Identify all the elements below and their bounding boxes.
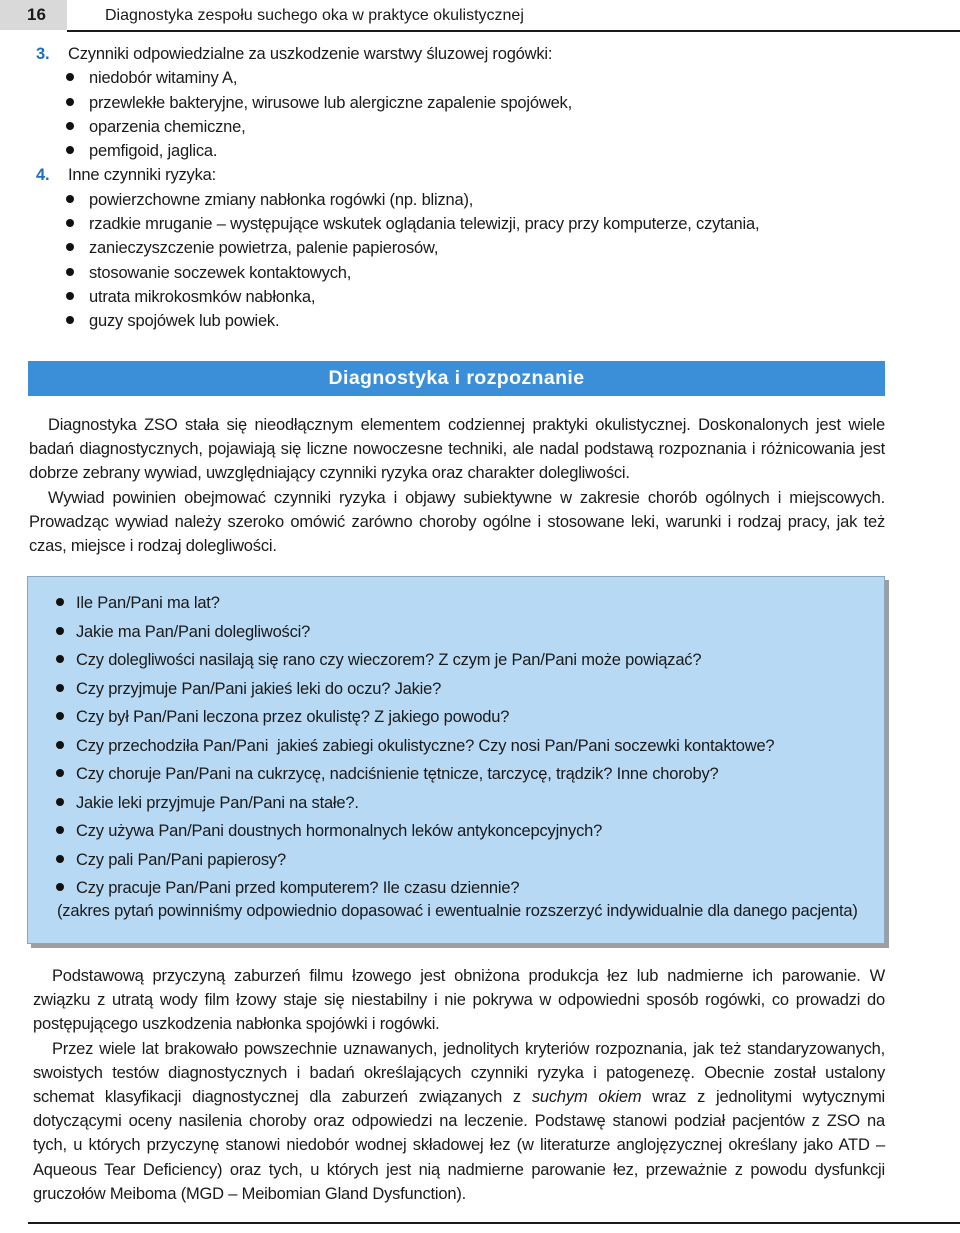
bullet-icon xyxy=(56,798,64,806)
list-item-text: zanieczyszczenie powietrza, palenie papierosów, xyxy=(89,239,439,258)
list-item xyxy=(30,236,930,260)
list-item-text: powierzchowne zmiany nabłonka rogówki (np. blizna), xyxy=(89,190,474,209)
risk-factors-list xyxy=(30,42,930,334)
list-item-text: stosowanie soczewek kontaktowych, xyxy=(89,263,352,282)
bullet-icon xyxy=(56,883,64,891)
question-text: Jakie leki przyjmuje Pan/Pani na stałe?. xyxy=(76,793,359,812)
bullet-icon xyxy=(56,684,64,692)
list-item-text: rzadkie mruganie – występujące wskutek oglądania telewizji, pracy przy komputerze, czytania, xyxy=(89,215,760,234)
bullet-icon xyxy=(56,627,64,635)
question-text: Czy dolegliwości nasilają się rano czy wieczorem? Z czym je Pan/Pani może powiązać? xyxy=(76,651,702,669)
list-item xyxy=(56,789,774,818)
question-text: Czy pracuje Pan/Pani przed komputerem? Ile czasu dziennie? xyxy=(76,879,520,897)
list-item xyxy=(30,285,930,309)
interview-questions-box xyxy=(27,576,885,944)
intro-paragraph-1: Diagnostyka ZSO stała się nieodłącznym elementem codziennej praktyki okulistycznej. Doskonalonych jest wiele badań diagnostycznych, pojawiają się liczne nowoczesne techniki, ale nadal podstawą rozpoznania i różnicowania jest dobrze zebrany wywiad, uwzględniający czynniki ryzyka oraz charakter dolegliwości. xyxy=(29,416,885,483)
question-text: Czy był Pan/Pani leczona przez okulistę? Z jakiego powodu? xyxy=(76,708,510,726)
section-3-heading xyxy=(30,42,930,66)
intro-paragraph-2: Wywiad powinien obejmować czynniki ryzyka i objawy subiektywne w zakresie chorób ogólnych i miejscowych. Prowadząc wywiad należy szeroko omówić zarówno choroby ogólne i stosowane leki, warunki i rodzaj pracy, jak też czas, miejsce i rodzaj dolegliwości. xyxy=(29,488,885,556)
section-4-heading xyxy=(30,163,930,187)
list-item xyxy=(56,703,774,732)
question-text: Czy pali Pan/Pani papierosy? xyxy=(76,850,286,869)
bullet-icon xyxy=(66,122,74,130)
closing-paragraph-2-emphasis: suchym okiem xyxy=(531,1088,642,1107)
list-item xyxy=(56,760,774,789)
bullet-icon xyxy=(56,855,64,863)
section-4-title: Inne czynniki ryzyka: xyxy=(68,166,217,185)
question-list xyxy=(56,589,774,903)
list-item xyxy=(56,846,774,875)
list-item-text: przewlekłe bakteryjne, wirusowe lub alergiczne zapalenie spojówek, xyxy=(89,93,572,112)
bullet-icon xyxy=(56,769,64,777)
list-item-text: oparzenia chemiczne, xyxy=(89,117,246,136)
bullet-icon xyxy=(66,195,74,203)
question-text: Czy przyjmuje Pan/Pani jakieś leki do oczu? Jakie? xyxy=(76,679,442,698)
footer-rule xyxy=(28,1222,960,1224)
page-number: 16 xyxy=(0,0,67,30)
list-item xyxy=(30,66,930,90)
list-item xyxy=(30,139,930,163)
list-item xyxy=(56,874,774,903)
bullet-icon xyxy=(56,655,64,663)
list-item-text: utrata mikrokosmków nabłonka, xyxy=(89,287,316,306)
list-item xyxy=(30,309,930,333)
section-heading-banner: Diagnostyka i rozpoznanie xyxy=(28,361,885,396)
list-item xyxy=(30,212,930,236)
closing-paragraph-2 xyxy=(33,1037,885,1206)
header-rule xyxy=(67,30,960,32)
list-item xyxy=(56,675,774,704)
list-item-text: pemfigoid, jaglica. xyxy=(89,142,218,161)
list-item xyxy=(56,618,774,647)
closing-paragraph-1: Podstawową przyczyną zaburzeń filmu łzowego jest obniżona produkcja łez lub nadmierne ich parowanie. W związku z utratą wody film łzowy staje się niestabilny i nie pokrywa w odpowiedni sposób rogówki, co prowadzi do postępującego uszkodzenia nabłonka spojówki i rogówki. xyxy=(33,967,885,1034)
bullet-icon xyxy=(66,98,74,106)
list-item-text: niedobór witaminy A, xyxy=(89,69,238,88)
section-3-number: 3. xyxy=(36,45,50,63)
question-text: Czy choruje Pan/Pani na cukrzycę, nadciśnienie tętnicze, tarczycę, trądzik? Inne choroby? xyxy=(76,765,719,783)
bullet-icon xyxy=(66,292,74,300)
section-3-title: Czynniki odpowiedzialne za uszkodzenie warstwy śluzowej rogówki: xyxy=(68,45,553,63)
running-title: Diagnostyka zespołu suchego oka w praktyce okulistycznej xyxy=(105,7,524,24)
closing-paragraph-2-part-2: wraz z jednolitymi wytycznymi dotyczącymi oceny nasilenia choroby oraz odpowiedzi na leczenie. Podstawę stanowi podział pacjentów z ZSO na tych, u których przyczynę stanowi niedobór wodnej składowej łez (w literaturze anglojęzycznej określany jako ATD – Aqueous Tear Deficiency) oraz tych, u których jest nią nadmierne parowanie łez, przeważnie z powodu dysfunkcji gruczołów Meiboma (MGD – Meibomian Gland Dysfunction). xyxy=(33,1088,886,1203)
bullet-icon xyxy=(56,598,64,606)
list-item xyxy=(30,188,930,212)
bullet-icon xyxy=(66,146,74,154)
bullet-icon xyxy=(66,219,74,227)
intro-text xyxy=(29,413,885,558)
section-4-number: 4. xyxy=(36,166,50,185)
closing-paragraph-2-part-1: Przez wiele lat brakowało powszechnie uznawanych, jednolitych kryteriów rozpoznania, jak też standaryzowanych, swoistych testów diagnostycznych i badań określających czynniki ryzyka i patogenezę. Obecnie został ustalony schemat klasyfikacji diagnostycznej dla zaburzeń związanych z xyxy=(33,1039,885,1107)
closing-text xyxy=(33,964,885,1206)
bullet-icon xyxy=(56,826,64,834)
list-item xyxy=(56,817,774,846)
question-text: Czy przechodziła Pan/Pani jakieś zabiegi okulistyczne? Czy nosi Pan/Pani soczewki kontaktowe? xyxy=(76,736,775,755)
list-item xyxy=(30,261,930,285)
bullet-icon xyxy=(56,741,64,749)
question-text: Czy używa Pan/Pani doustnych hormonalnych leków antykoncepcyjnych? xyxy=(76,822,603,840)
list-item xyxy=(56,732,774,761)
questions-note: (zakres pytań powinniśmy odpowiednio dopasować i ewentualnie rozszerzyć indywidualnie dla danego pacjenta) xyxy=(57,902,858,920)
list-item xyxy=(56,589,774,618)
bullet-icon xyxy=(66,73,74,81)
list-item-text: guzy spojówek lub powiek. xyxy=(89,312,280,331)
question-text: Jakie ma Pan/Pani dolegliwości? xyxy=(76,622,311,641)
bullet-icon xyxy=(66,243,74,251)
bullet-icon xyxy=(66,268,74,276)
list-item xyxy=(56,646,774,675)
question-text: Ile Pan/Pani ma lat? xyxy=(76,594,220,612)
bullet-icon xyxy=(66,316,74,324)
list-item xyxy=(30,91,930,115)
list-item xyxy=(30,115,930,139)
bullet-icon xyxy=(56,712,64,720)
